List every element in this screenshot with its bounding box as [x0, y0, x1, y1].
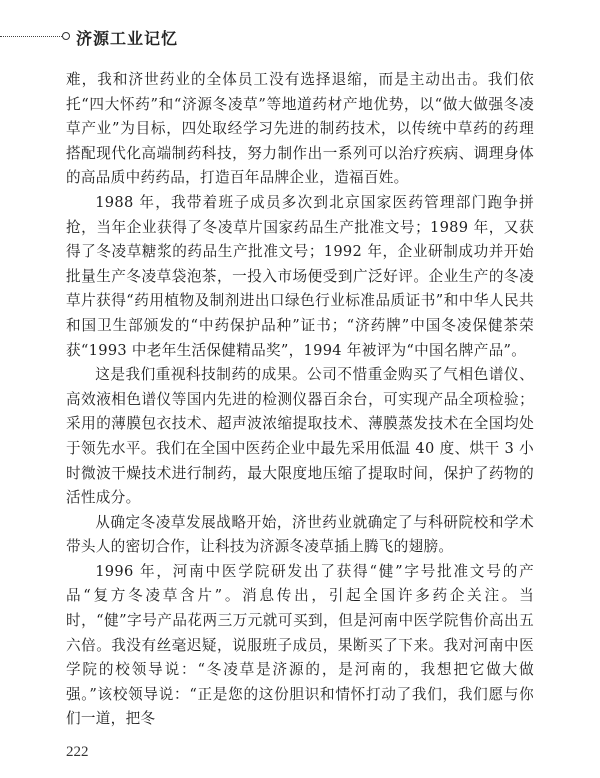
paragraph: 从确定冬凌草发展战略开始，济世药业就确定了与科研院校和学术带头人的密切合作，让科技为济源冬凌草插上腾飞的翅膀。 [66, 513, 534, 556]
header-title: 济源工业记忆 [76, 29, 179, 48]
body-text [66, 68, 534, 732]
paragraph: 这是我们重视科技制药的成果。公司不惜重金购买了气相色谱仪、高效液相色谱仪等国内先进的检测仪器百余台，可实现产品全项检验；采用的薄膜包衣技术、超声波浓缩提取技术、薄膜蒸发技术在全国均处于领先水平。我们在全国中医药企业中最先采用低温 40 度、烘干 3 小时微波干燥技术进行制药，最大限度地压缩了提取时间，保护了药物的活性成分。 [66, 366, 534, 507]
page-number: 222 [66, 744, 89, 760]
paragraph-continued: 难，我和济世药业的全体员工没有选择退缩，而是主动出击。我们依托“四大怀药”和“济源冬凌草”等地道药材产地优势，以“做大做强冬凌草产业”为目标，四处取经学习先进的制药技术，以传统中草药的药理搭配现代化高端制药科技，努力制作出一系列可以治疗疾病、调理身体的高品质中药药品，打造百年品牌企业，造福百姓。 [66, 71, 534, 187]
running-header [0, 25, 600, 49]
header-circle-ornament [62, 32, 70, 40]
paragraph: 1996 年，河南中医学院研发出了获得“健”字号批准文号的产品“复方冬凌草含片”。消息传出，引起全国许多药企关注。当时，“健”字号产品花两三万元就可买到，但是河南中医学院售价高出五六倍。我没有丝毫迟疑，说服班子成员，果断买了下来。我对河南中医学院的校领导说：“冬凌草是济源的，是河南的，我想把它做大做强。”该校领导说：“正是您的这份胆识和情怀打动了我们，我们愿与你们一道，把冬 [66, 562, 534, 728]
paragraph: 1988 年，我带着班子成员多次到北京国家医药管理部门跑争拼抢，当年企业获得了冬凌草片国家药品生产批准文号；1989 年，又获得了冬凌草糖浆的药品生产批准文号；1992 年，企业研制成功并开始批量生产冬凌草袋泡茶，一投入市场便受到广泛好评。企业生产的冬凌草片获得“药用植物及制剂进出口绿色行业标准品质证书”和中华人民共和国卫生部颁发的“中药保护品种”证书；“济药牌”中国冬凌保健茶荣获“1993 中老年生活保健精品奖”，1994 年被评为“中国名牌产品”。 [66, 193, 534, 359]
header-dotted-rule [0, 36, 64, 37]
